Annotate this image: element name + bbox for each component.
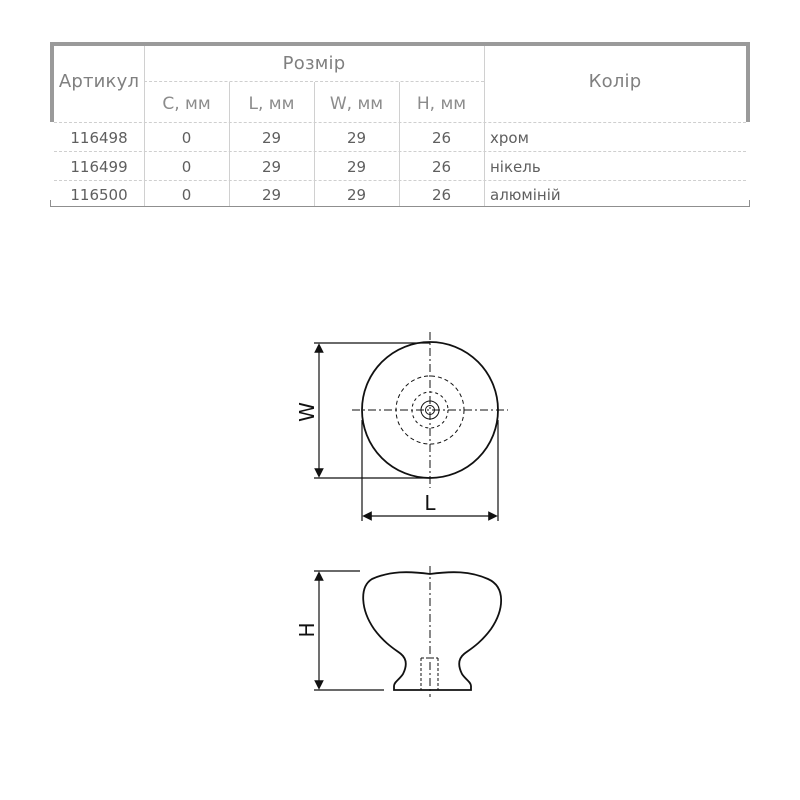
knob-outline <box>362 342 498 478</box>
table-cell-h: 26 <box>431 186 452 204</box>
table-top-border <box>50 42 750 46</box>
w-label: W <box>295 402 319 422</box>
table-cell-h: 26 <box>431 158 452 176</box>
table-cell-w: 29 <box>346 158 367 176</box>
top-view-knob <box>295 332 508 521</box>
spec-table <box>50 42 750 208</box>
header-l-mm: L, мм <box>248 94 295 114</box>
center-circle <box>421 401 439 419</box>
header-c-mm: C, мм <box>162 94 211 114</box>
side-view-knob <box>295 566 501 697</box>
row-divider <box>54 151 746 152</box>
table-cell-c: 0 <box>181 186 192 204</box>
hole-circle <box>426 406 435 415</box>
table-bottom-left-tick <box>50 200 51 207</box>
h-label: H <box>295 622 319 638</box>
size-header-divider <box>144 81 484 82</box>
header-article: Артикул <box>58 71 140 92</box>
table-cell-l: 29 <box>261 158 282 176</box>
table-cell-article: 116500 <box>70 186 128 204</box>
table-cell-l: 29 <box>261 129 282 147</box>
table-bottom-border <box>50 206 750 207</box>
table-cell-l: 29 <box>261 186 282 204</box>
middle-dashed-circle <box>412 392 448 428</box>
table-right-border <box>746 42 750 122</box>
table-cell-w: 29 <box>346 129 367 147</box>
header-h-mm: H, мм <box>416 94 467 114</box>
header-size: Розмір <box>282 53 346 74</box>
table-cell-c: 0 <box>181 158 192 176</box>
table-cell-w: 29 <box>346 186 367 204</box>
table-cell-color: хром <box>490 129 529 147</box>
row-divider <box>54 180 746 181</box>
table-cell-color: нікель <box>490 158 541 176</box>
table-cell-c: 0 <box>181 129 192 147</box>
knob-profile <box>363 572 501 690</box>
l-label: L <box>424 491 436 515</box>
table-bottom-right-tick <box>749 200 750 207</box>
table-cell-article: 116499 <box>70 158 128 176</box>
inner-dashed-circle <box>396 376 464 444</box>
table-cell-article: 116498 <box>70 129 128 147</box>
header-bottom-divider <box>54 122 746 123</box>
header-color: Колір <box>588 71 642 92</box>
header-w-mm: W, мм <box>329 94 384 114</box>
table-cell-h: 26 <box>431 129 452 147</box>
table-cell-color: алюміній <box>490 186 561 204</box>
